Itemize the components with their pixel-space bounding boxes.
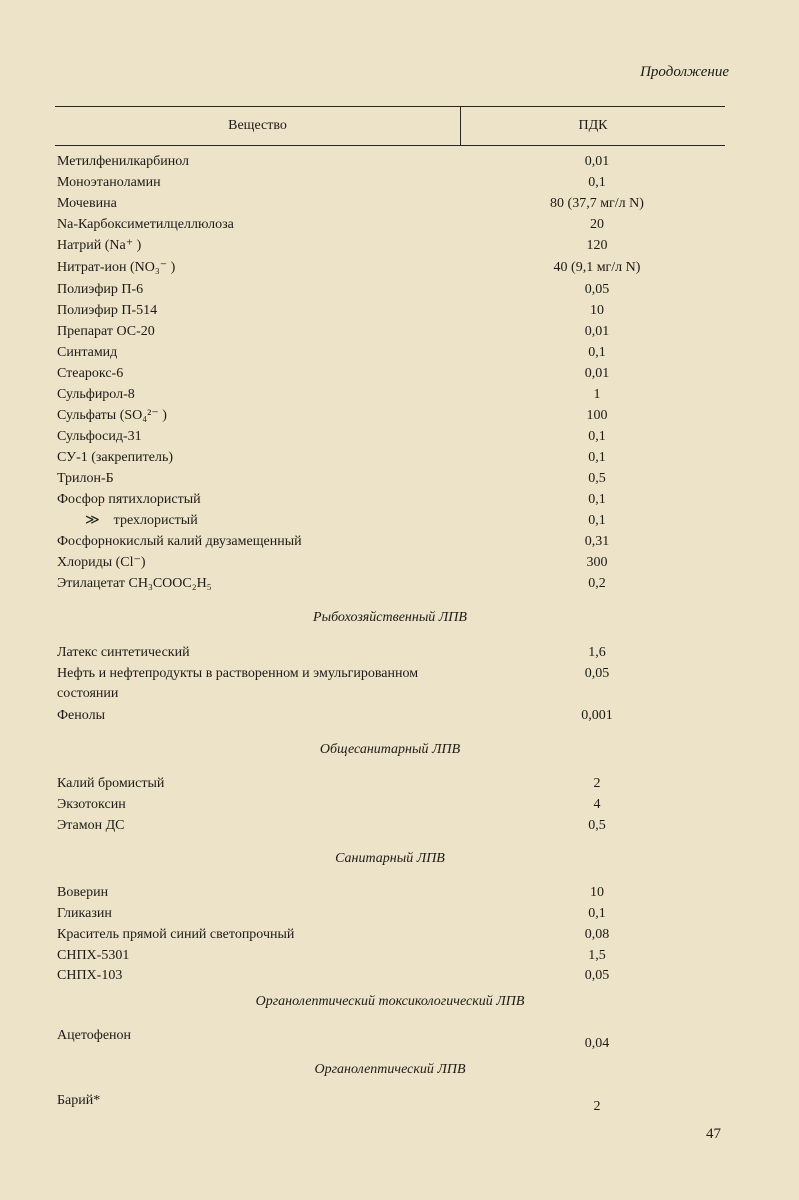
substance-name: Этамон ДС — [57, 818, 125, 833]
mac-value: 0,01 — [584, 324, 610, 339]
mac-value: 0,08 — [584, 927, 610, 942]
mac-value: 0,5 — [588, 818, 606, 833]
substance-name: Метилфенилкарбинол — [57, 154, 190, 169]
mac-value: 0,1 — [588, 906, 606, 921]
ditto-marker: ≫ — [85, 513, 100, 528]
mac-value: 0,01 — [584, 366, 610, 381]
substance-name: Натрий (Na⁺ ) — [57, 238, 142, 253]
substance-name: Моноэтаноламин — [57, 175, 161, 190]
substance-name: Фенолы — [57, 708, 105, 723]
mac-value: 0,31 — [584, 534, 610, 549]
header-mac: ПДК — [578, 118, 608, 133]
substance-name: Полиэфир П-514 — [57, 303, 158, 318]
mac-value: 2 — [593, 1099, 601, 1114]
substance-name: СНПХ-103 — [57, 968, 123, 983]
mac-value: 120 — [586, 238, 608, 253]
substance-name: СНПХ-5301 — [57, 948, 130, 963]
substance-name: Нитрат-ион (NO₃⁻ ) — [57, 260, 176, 275]
section-title-sanitary: Санитарный ЛПВ — [335, 851, 445, 866]
substance-name: Краситель прямой синий светопрочный — [57, 927, 295, 942]
mac-value: 300 — [586, 555, 608, 570]
substance-name: Нефть и нефтепродукты в растворенном и эмульгированном — [57, 666, 419, 681]
substance-name: Синтамид — [57, 345, 118, 360]
continued-label: Продолжение — [640, 64, 729, 80]
page-number: 47 — [706, 1126, 721, 1142]
mac-value: 0,2 — [588, 576, 606, 591]
substance-name: Фосфор пятихлористый — [57, 492, 201, 507]
mac-value: 0,05 — [584, 666, 610, 681]
substance-name: Калий бромистый — [57, 776, 165, 791]
mac-value: 0,01 — [584, 154, 610, 169]
substance-name: Латекс синтетический — [57, 645, 190, 660]
substance-name: СУ-1 (закрепитель) — [57, 450, 173, 465]
header-substance: Вещество — [55, 107, 461, 145]
mac-value: 80 (37,7 мг/л N) — [550, 196, 644, 211]
substance-name: состоянии — [57, 686, 119, 701]
substance-name: Трилон-Б — [57, 471, 114, 486]
mac-value: 0,05 — [584, 968, 610, 983]
mac-value: 1,5 — [588, 948, 606, 963]
mac-value: 0,1 — [588, 492, 606, 507]
mac-value: 0,5 — [588, 471, 606, 486]
mac-value: 1 — [593, 387, 601, 402]
substance-name: Гликазин — [57, 906, 112, 921]
section-title-fishery: Рыбохозяйственный ЛПВ — [313, 610, 467, 625]
substance-name: Сульфосид-31 — [57, 429, 142, 444]
substance-name: Экзотоксин — [57, 797, 126, 812]
mac-value: 2 — [593, 776, 601, 791]
section-title-organoleptic-toxicological: Органолептический токсикологический ЛПВ — [255, 994, 525, 1009]
section-title-organoleptic: Органолептический ЛПВ — [314, 1062, 466, 1077]
substance-name: Барий* — [57, 1093, 101, 1108]
mac-value: 40 (9,1 мг/л N) — [553, 260, 641, 275]
mac-value: 1,6 — [588, 645, 606, 660]
substance-name: Хлориды (Cl⁻) — [57, 555, 146, 570]
mac-value: 0,1 — [588, 450, 606, 465]
mac-value: 0,1 — [588, 429, 606, 444]
mac-value: 10 — [590, 303, 604, 318]
substance-name: Фосфорнокислый калий двузамещенный — [57, 534, 302, 549]
substance-name: Полиэфир П-6 — [57, 282, 144, 297]
substance-name: Стеарокс-6 — [57, 366, 124, 381]
substance-name: Сульфирол-8 — [57, 387, 135, 402]
substance-name: Этилацетат CH₃COOC₂H₅ — [57, 576, 212, 591]
mac-value: 0,04 — [584, 1036, 610, 1051]
mac-value: 0,001 — [581, 708, 613, 723]
substance-name: Воверин — [57, 885, 109, 900]
substance-name: Na-Карбоксиметилцеллюлоза — [57, 217, 234, 232]
section-title-general-sanitary: Общесанитарный ЛПВ — [319, 742, 461, 757]
mac-value: 0,1 — [588, 513, 606, 528]
mac-value: 0,05 — [584, 282, 610, 297]
mac-value: 0,1 — [588, 345, 606, 360]
substance-name: Мочевина — [57, 196, 117, 211]
mac-value: 0,1 — [588, 175, 606, 190]
substance-name: Препарат ОС-20 — [57, 324, 155, 339]
substance-name-text: трехлористый — [113, 513, 198, 528]
table-header — [55, 106, 725, 146]
mac-value: 10 — [590, 885, 604, 900]
mac-value: 20 — [590, 217, 604, 232]
mac-value: 4 — [593, 797, 601, 812]
mac-value: 100 — [586, 408, 608, 423]
substance-name: Сульфаты (SO₄²⁻ ) — [57, 408, 167, 423]
substance-name — [85, 511, 198, 531]
substance-name: Ацетофенон — [57, 1028, 132, 1043]
